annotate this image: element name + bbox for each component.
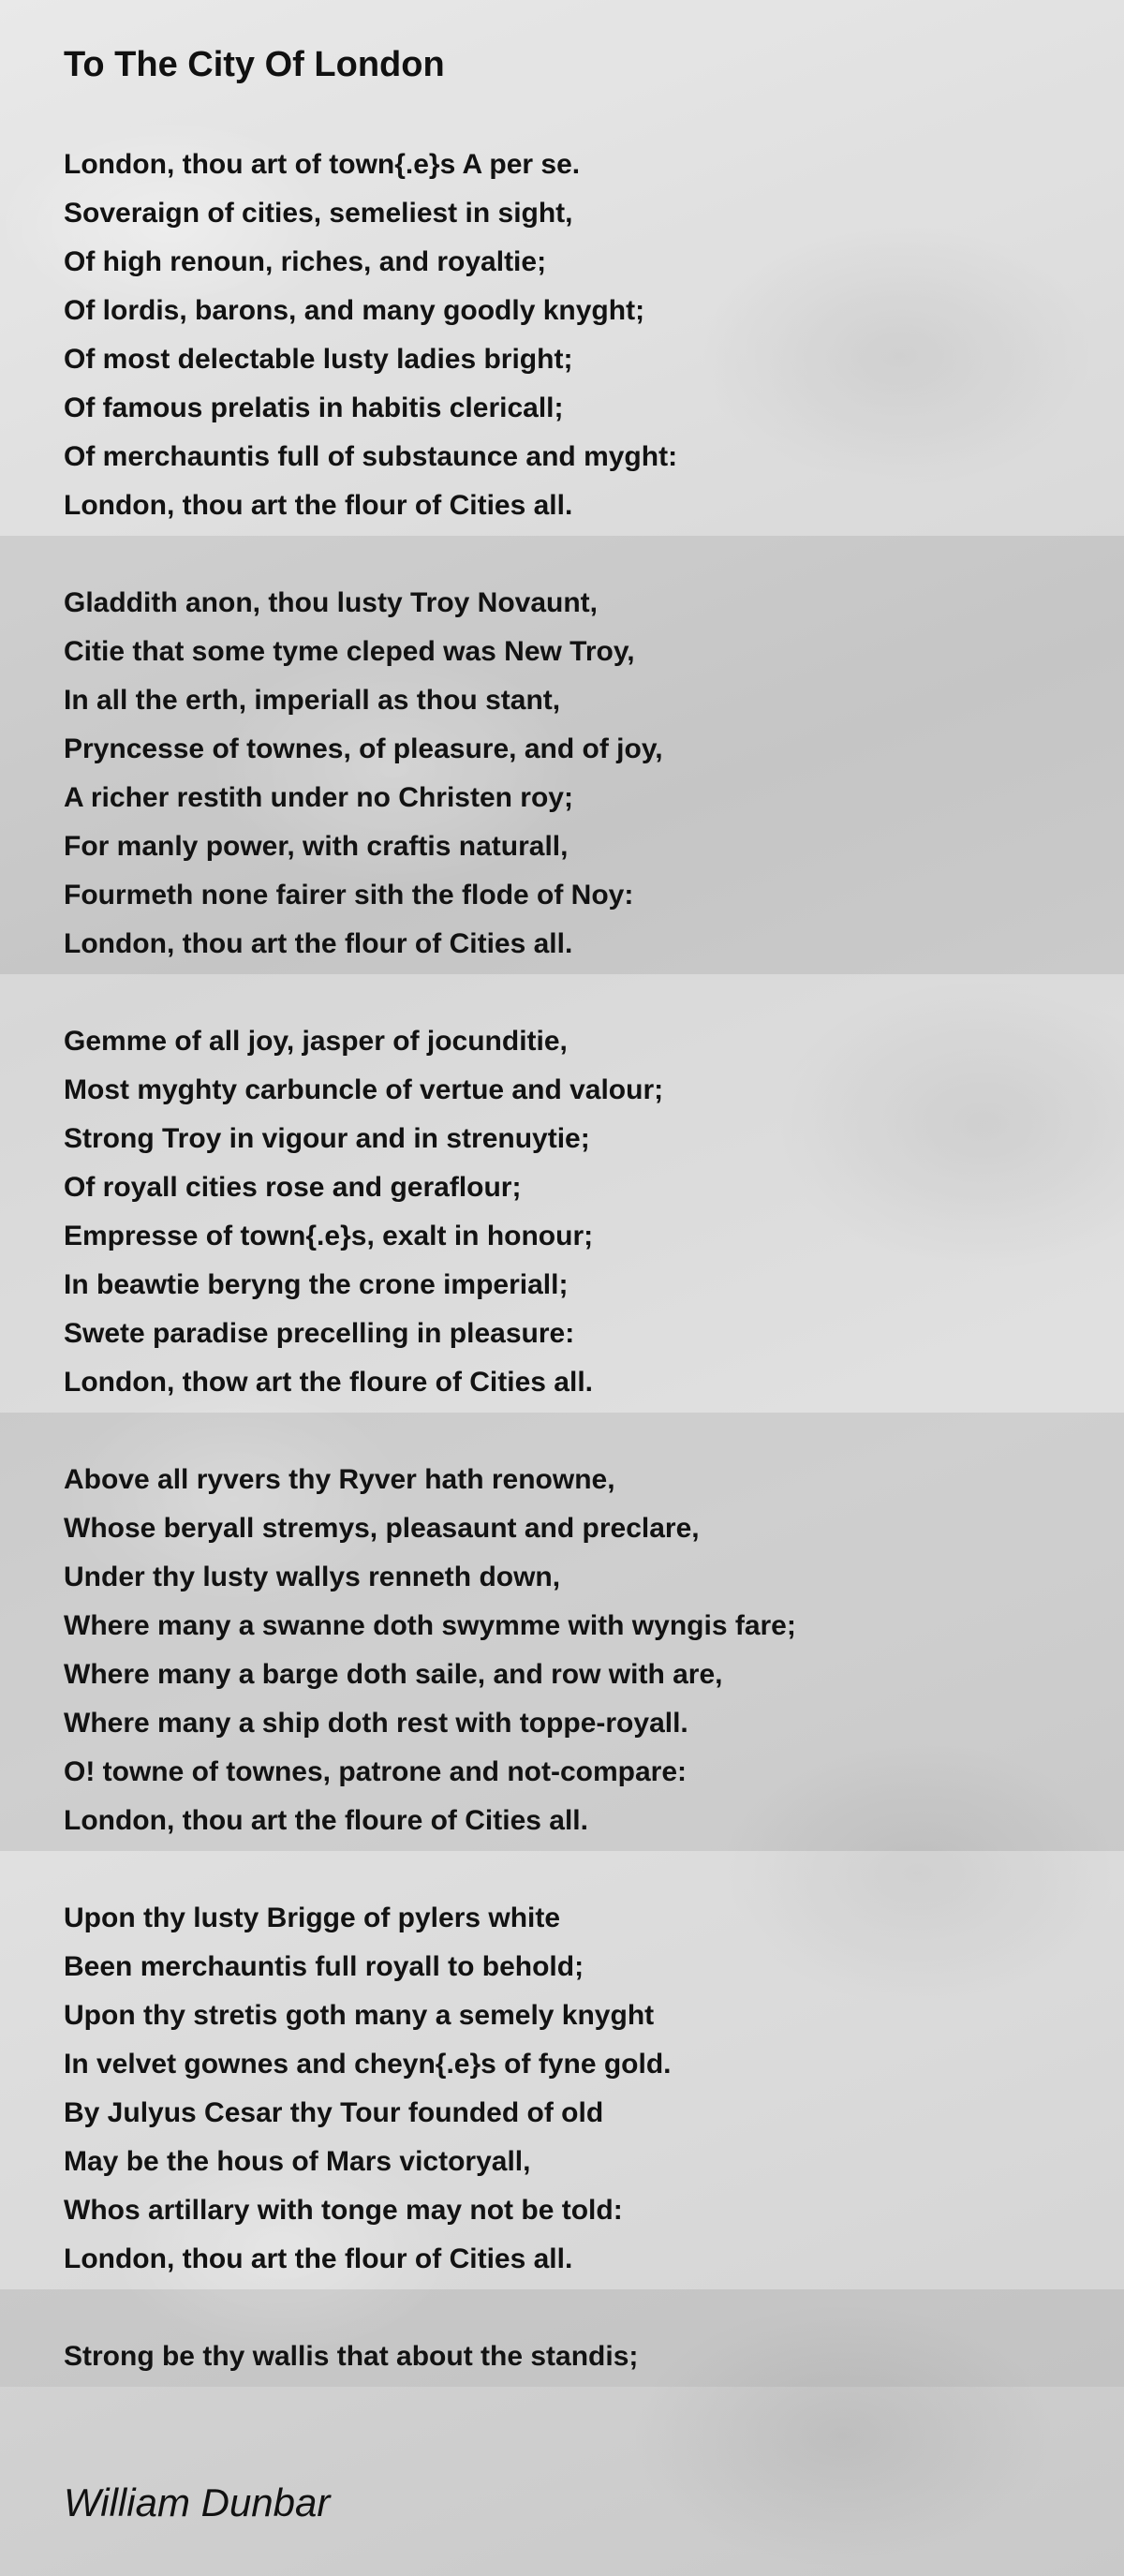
poem-line: Whos artillary with tonge may not be told: — [64, 2195, 623, 2226]
poem-line: Above all ryvers thy Ryver hath renowne, — [64, 1464, 615, 1495]
poem-line: Strong be thy wallis that about the standis; — [64, 2341, 639, 2372]
poem-line: Of most delectable lusty ladies bright; — [64, 344, 573, 375]
poem-line: Of merchauntis full of substaunce and myght: — [64, 441, 678, 472]
poem-line: May be the hous of Mars victoryall, — [64, 2146, 531, 2177]
poem-line: London, thou art the flour of Cities all. — [64, 2243, 573, 2274]
poem-line: Of famous prelatis in habitis clericall; — [64, 392, 564, 423]
poem-line: Gemme of all joy, jasper of jocunditie, — [64, 1026, 568, 1057]
poem-line: Empresse of town{.e}s, exalt in honour; — [64, 1221, 594, 1251]
poem-line: London, thou art the flour of Cities all. — [64, 928, 573, 959]
poem-line: O! towne of townes, patrone and not-compare: — [64, 1756, 688, 1787]
poem-line: Been merchauntis full royall to behold; — [64, 1951, 584, 1982]
poem-line: Under thy lusty wallys renneth down, — [64, 1562, 561, 1592]
poem-line: Where many a swanne doth swymme with wyngis fare; — [64, 1610, 796, 1641]
poem-line: Of high renoun, riches, and royaltie; — [64, 246, 547, 277]
poem-line: In velvet gownes and cheyn{.e}s of fyne gold. — [64, 2049, 672, 2080]
stanza-6 — [64, 2332, 638, 2381]
poem-line: Of lordis, barons, and many goodly knyght; — [64, 295, 645, 326]
poem-line: Fourmeth none fairer sith the flode of Noy: — [64, 880, 634, 910]
author-name: William Dunbar — [64, 2480, 331, 2524]
poem-line: Pryncesse of townes, of pleasure, and of joy, — [64, 733, 663, 764]
poem-line: Gladdith anon, thou lusty Troy Novaunt, — [64, 587, 598, 618]
poem-line: London, thou art of town{.e}s A per se. — [64, 149, 581, 180]
poem-line: London, thou art the flour of Cities all. — [64, 490, 573, 521]
poem-line: In beawtie beryng the crone imperiall; — [64, 1269, 569, 1300]
poem-line: Strong Troy in vigour and in strenuytie; — [64, 1123, 590, 1154]
poem-line: Upon thy lusty Brigge of pylers white — [64, 1902, 561, 1933]
poem-line: For manly power, with craftis naturall, — [64, 831, 569, 862]
poem-line: Most myghty carbuncle of vertue and valour; — [64, 1074, 664, 1105]
stanza-5 — [64, 1894, 672, 2284]
stanza-2 — [64, 579, 663, 969]
stanza-1 — [64, 141, 677, 530]
poem-line: Citie that some tyme cleped was New Troy, — [64, 636, 635, 667]
poem-line: A richer restith under no Christen roy; — [64, 782, 573, 813]
stanza-3 — [64, 1017, 663, 1407]
poem-line: Upon thy stretis goth many a semely knyght — [64, 2000, 655, 2031]
poem-line: Where many a barge doth saile, and row with are, — [64, 1659, 723, 1690]
poem-line: In all the erth, imperiall as thou stant, — [64, 685, 561, 716]
poem-line: Whose beryall stremys, pleasaunt and preclare, — [64, 1513, 700, 1544]
stanza-4 — [64, 1456, 796, 1845]
poem-line: By Julyus Cesar thy Tour founded of old — [64, 2097, 604, 2128]
poem-line: Where many a ship doth rest with toppe-royall. — [64, 1708, 688, 1739]
poem-title: To The City Of London — [64, 45, 445, 84]
poem-line: Swete paradise precelling in pleasure: — [64, 1318, 575, 1349]
poem-line: London, thou art the floure of Cities all. — [64, 1805, 588, 1836]
poem-line: Soveraign of cities, semeliest in sight, — [64, 198, 573, 229]
poem-line: London, thow art the floure of Cities all. — [64, 1367, 593, 1398]
poem-line: Of royall cities rose and geraflour; — [64, 1172, 522, 1203]
